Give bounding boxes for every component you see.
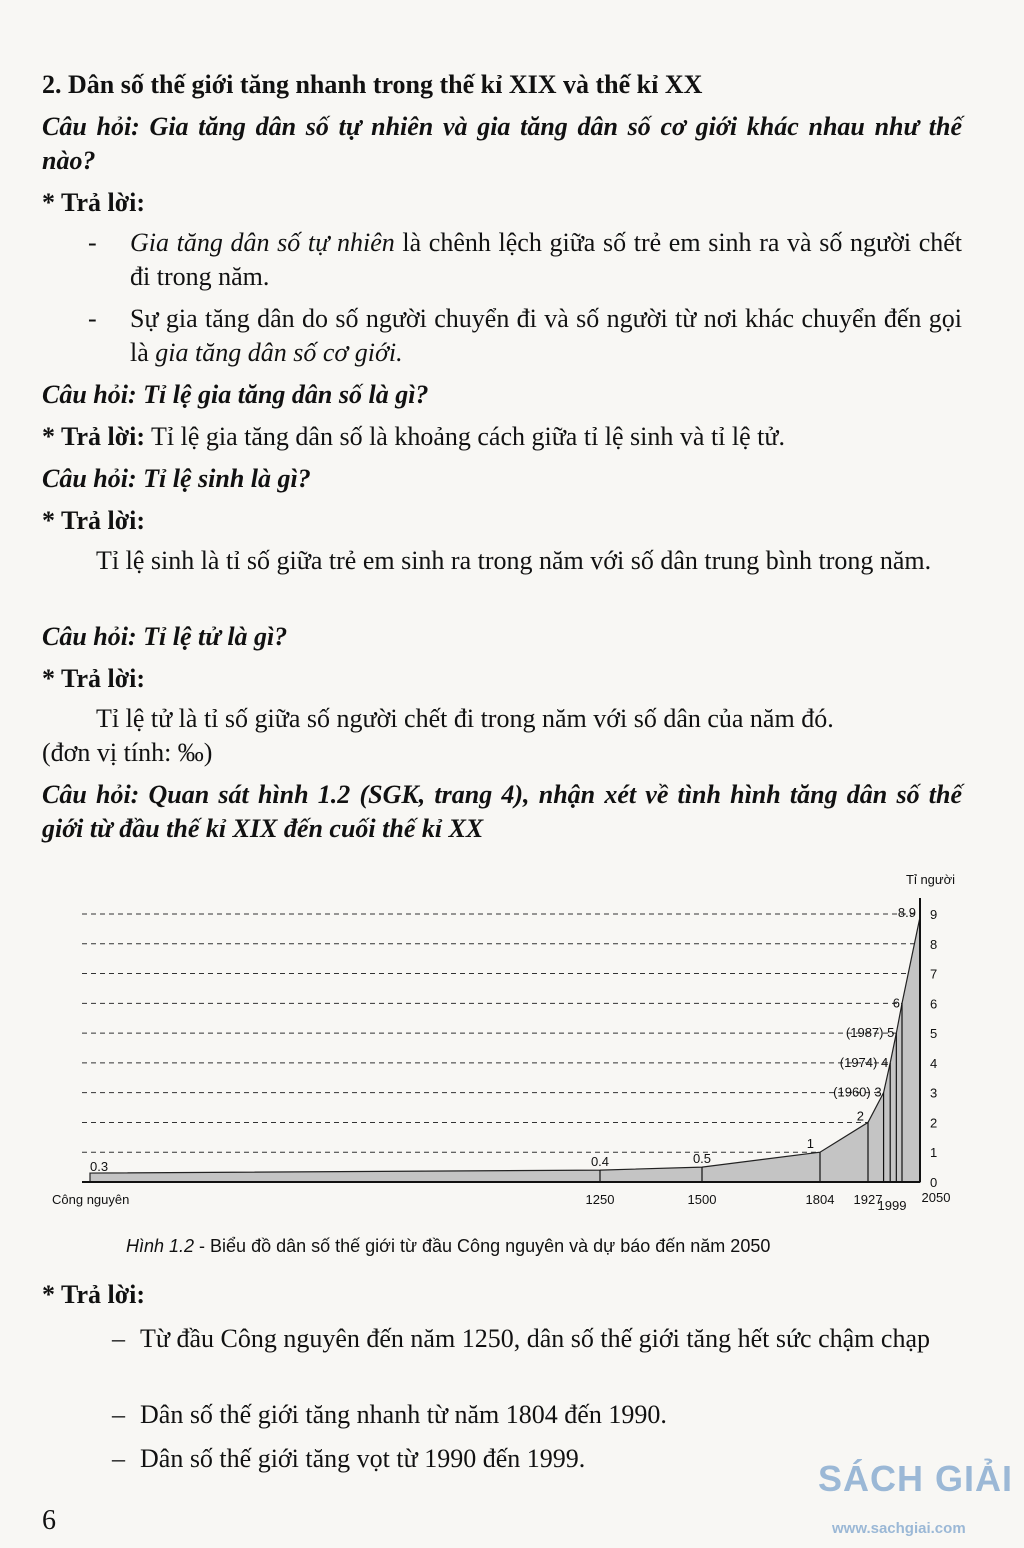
x-tick-label: 1927 <box>853 1192 883 1207</box>
answer-4-unit: (đơn vị tính: ‰) <box>42 738 213 767</box>
question-1: Câu hỏi: Gia tăng dân số tự nhiên và gia tăng dân số cơ giới khác nhau như thế nào? <box>42 112 962 175</box>
answer-1-bullet-1 <box>130 226 962 294</box>
bullet-text: là chênh lệch giữa số trẻ em sinh ra và số người chết đi trong năm. <box>130 228 963 291</box>
answer-4-text: Tỉ lệ tử là tỉ số giữa số người chết đi trong năm với số dân của năm đó. <box>96 704 834 733</box>
y-tick-label: 5 <box>930 1026 938 1042</box>
answer-5-bullet-2: Dân số thế giới tăng nhanh từ năm 1804 đến 1990. <box>140 1400 667 1429</box>
bullet-text: Sự gia tăng dân do số người chuyển đi và số người từ nơi khác chuyển đến gọi là <box>130 304 962 367</box>
answer-label-3: * Trả lời: <box>42 506 145 535</box>
y-tick-label: 0 <box>930 1175 938 1190</box>
page-heading: 2. Dân số thế giới tăng nhanh trong thế kỉ XIX và thế kỉ XX <box>42 70 703 99</box>
data-label: 6 <box>892 995 900 1011</box>
answer-label-2: * Trả lời: <box>42 422 145 451</box>
data-label: 0.5 <box>692 1151 712 1167</box>
x-tick-label: 2050 <box>921 1190 951 1205</box>
bullet-dash: - <box>88 304 97 333</box>
answer-2 <box>42 420 962 454</box>
term-mechanical-increase: gia tăng dân số cơ giới. <box>155 338 403 367</box>
watermark-url: www.sachgiai.com <box>832 1520 966 1537</box>
bullet-dash: - <box>88 228 97 257</box>
bullet-dash: – <box>112 1444 125 1473</box>
population-area <box>90 917 920 1182</box>
answer-label-1: * Trả lời: <box>42 188 145 217</box>
question-5: Câu hỏi: Quan sát hình 1.2 (SGK, trang 4), nhận xét về tình hình tăng dân số thế giới từ đầu thế kỉ XIX đến cuối thế kỉ XX <box>42 780 962 843</box>
question-2: Câu hỏi: Tỉ lệ gia tăng dân số là gì? <box>42 380 429 409</box>
data-label: 2 <box>856 1108 864 1124</box>
y-tick-label: 6 <box>930 996 938 1012</box>
answer-3-text: Tỉ lệ sinh là tỉ số giữa trẻ em sinh ra trong năm với số dân trung bình trong năm. <box>96 546 932 575</box>
answer-label-4: * Trả lời: <box>42 664 145 693</box>
y-tick-label: 2 <box>930 1115 938 1131</box>
data-label: 1 <box>806 1136 814 1152</box>
population-chart-svg <box>40 862 970 1234</box>
answer-1-bullet-2 <box>130 302 962 370</box>
data-label: 0.4 <box>590 1154 610 1170</box>
data-label: (1987) 5 <box>845 1025 895 1041</box>
answer-5-bullet-3: Dân số thế giới tăng vọt từ 1990 đến 1999. <box>140 1444 586 1473</box>
caption-label: Hình 1.2 <box>126 1236 195 1256</box>
data-label: (1960) 3 <box>833 1084 882 1100</box>
figure-caption <box>126 1232 770 1260</box>
y-tick-label: 7 <box>930 966 938 982</box>
question-4: Câu hỏi: Tỉ lệ tử là gì? <box>42 622 288 651</box>
y-tick-label: 1 <box>930 1145 938 1161</box>
x-tick-label: Công nguyên <box>52 1192 130 1207</box>
answer-2-text: Tỉ lệ gia tăng dân số là khoảng cách giữa tỉ lệ sinh và tỉ lệ tử. <box>144 422 785 451</box>
page-number: 6 <box>42 1505 56 1536</box>
y-tick-label: 3 <box>930 1085 938 1101</box>
term-natural-increase: Gia tăng dân số tự nhiên <box>130 228 395 257</box>
answer-5-bullet-1: Từ đầu Công nguyên đến năm 1250, dân số thế giới tăng hết sức chậm chạp <box>140 1324 930 1353</box>
data-label: (1974) 4 <box>839 1054 889 1070</box>
x-tick-label: 1999 <box>877 1198 907 1213</box>
x-tick-label: 1500 <box>687 1192 717 1207</box>
answer-label-5: * Trả lời: <box>42 1280 145 1309</box>
y-tick-label: 8 <box>930 936 938 952</box>
watermark-logo: SÁCH GIẢI <box>818 1458 1014 1499</box>
y-tick-label: 9 <box>930 907 938 922</box>
population-chart <box>40 862 970 1234</box>
data-label: 8.9 <box>897 904 916 920</box>
y-axis-label: Tỉ người <box>906 872 956 887</box>
x-tick-label: 1250 <box>585 1192 615 1207</box>
x-tick-label: 1804 <box>805 1192 835 1207</box>
question-3: Câu hỏi: Tỉ lệ sinh là gì? <box>42 464 311 493</box>
y-tick-label: 4 <box>930 1055 938 1071</box>
watermark <box>818 1458 1018 1548</box>
bullet-dash: – <box>112 1400 125 1429</box>
caption-text: - Biểu đồ dân số thế giới từ đầu Công nguyên và dự báo đến năm 2050 <box>194 1236 771 1256</box>
bullet-dash: – <box>112 1324 125 1353</box>
data-label: 0.3 <box>90 1159 109 1175</box>
